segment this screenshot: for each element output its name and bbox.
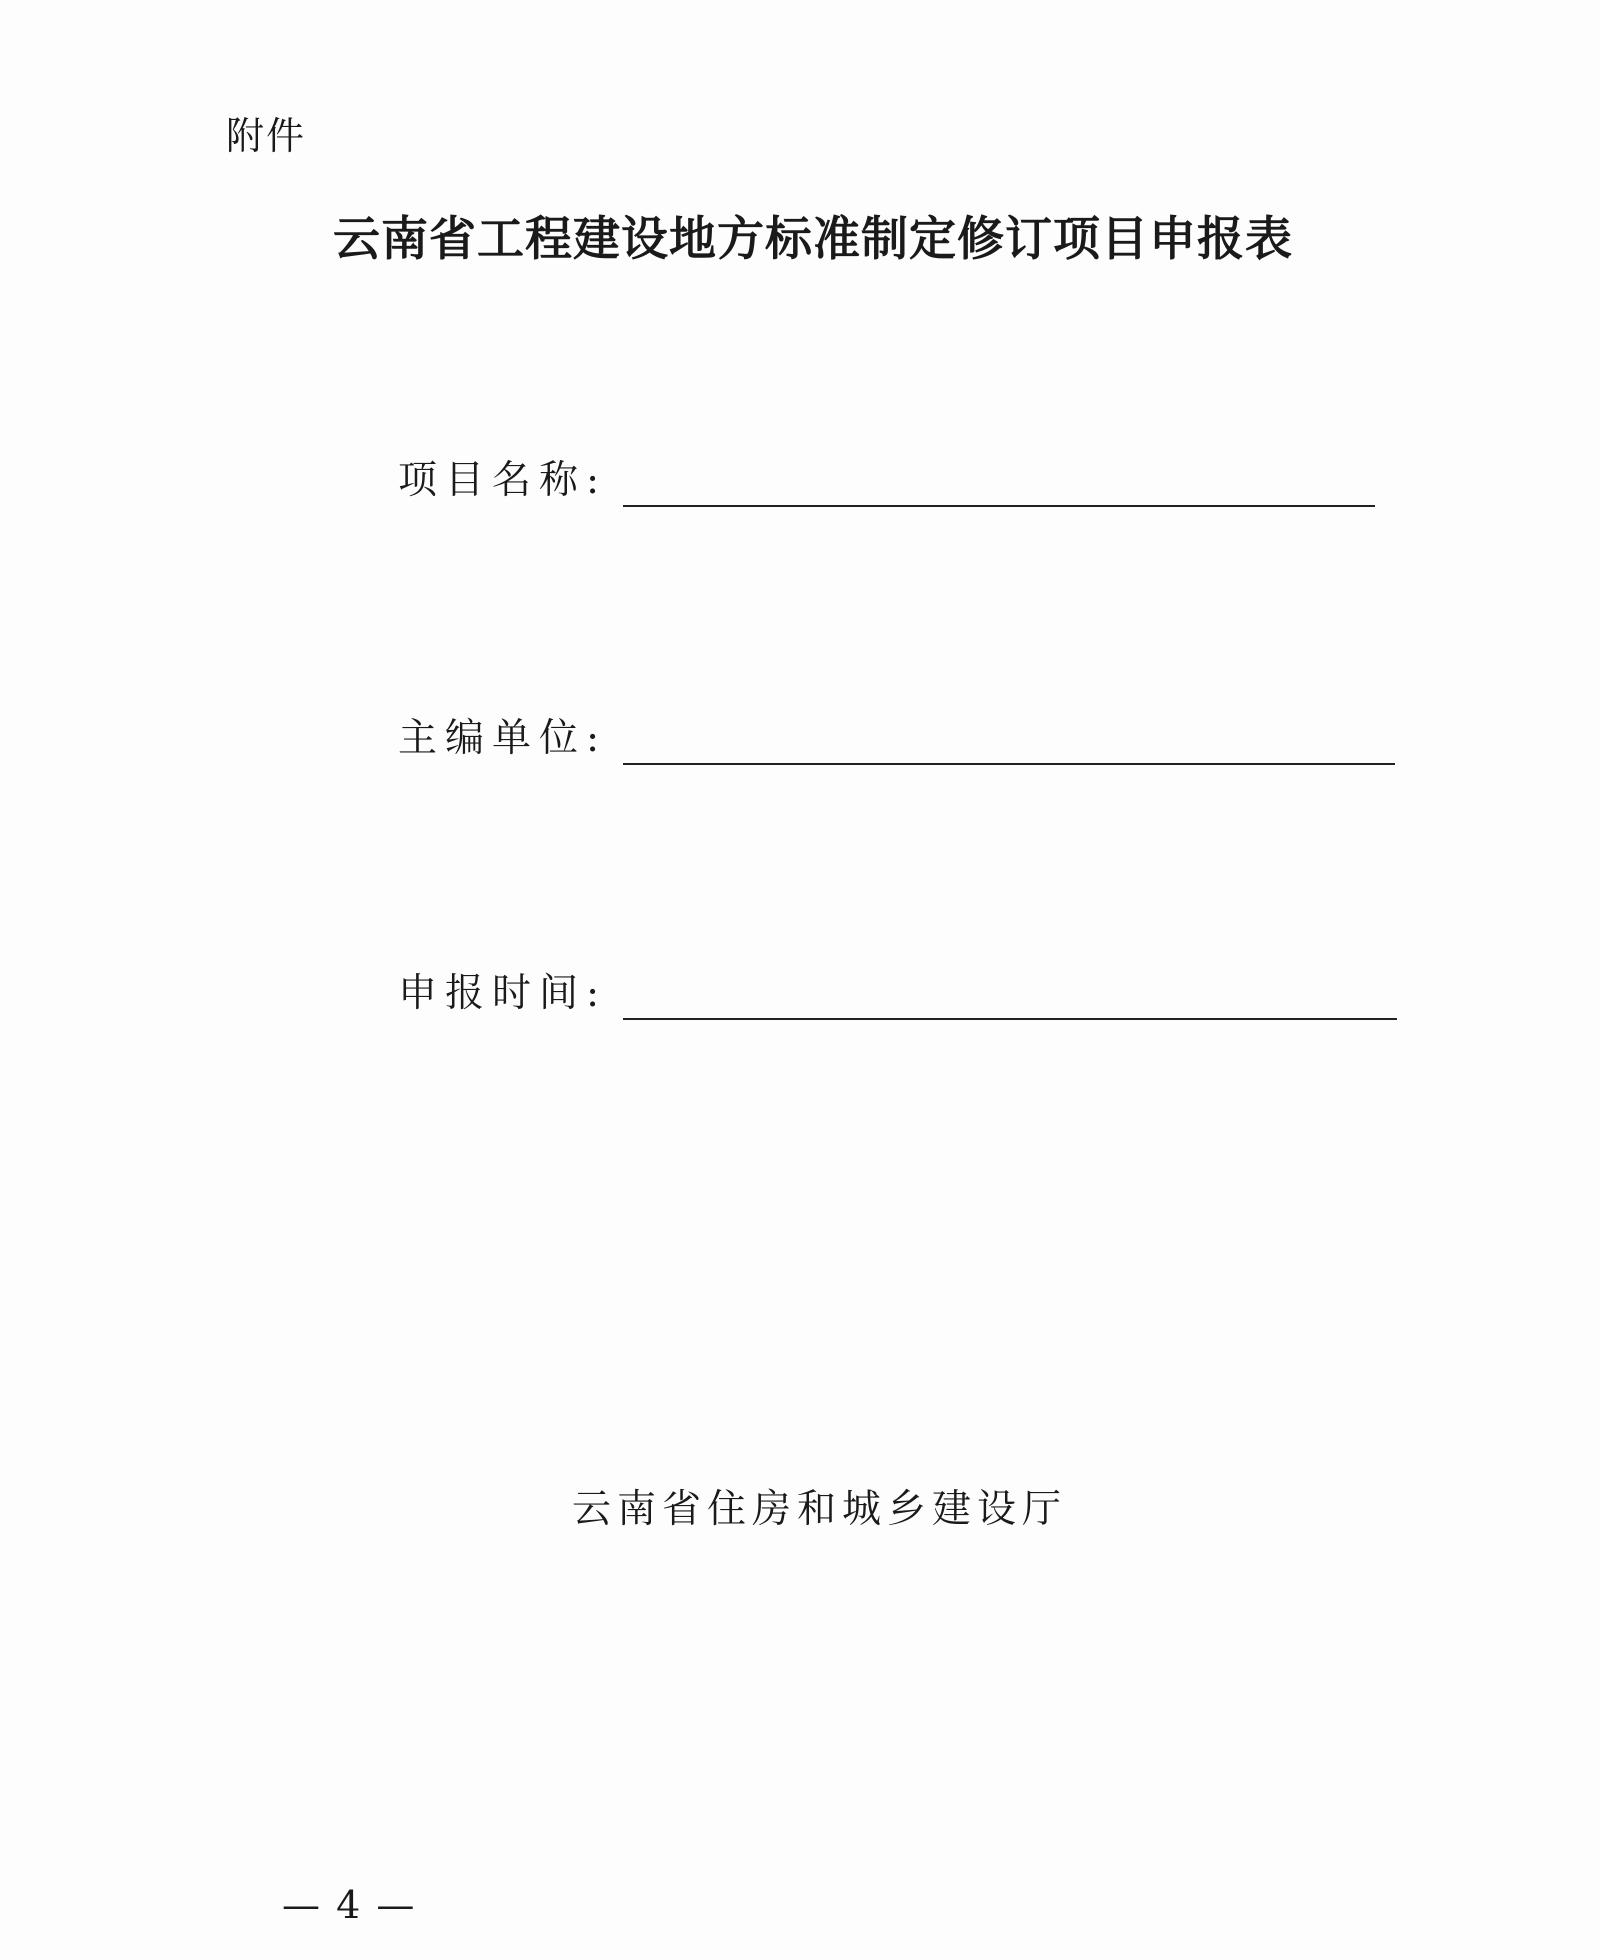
chief-editor-unit-label: 主编单位: — [398, 716, 608, 761]
project-name-blank-line — [623, 505, 1375, 507]
project-name-label: 项目名称: — [398, 458, 608, 503]
document-title: 云南省工程建设地方标准制定修订项目申报表 — [333, 212, 1293, 267]
page-number: — 4 — — [282, 1883, 417, 1927]
submission-time-label: 申报时间: — [398, 971, 608, 1016]
project-name-field — [398, 453, 1375, 509]
submission-time-field — [398, 966, 1397, 1022]
attachment-label: 附件 — [226, 114, 307, 158]
issuing-authority: 云南省住房和城乡建设厅 — [572, 1487, 1068, 1532]
submission-time-blank-line — [623, 1018, 1397, 1020]
chief-editor-unit-field — [398, 711, 1395, 767]
chief-editor-unit-blank-line — [623, 763, 1395, 765]
